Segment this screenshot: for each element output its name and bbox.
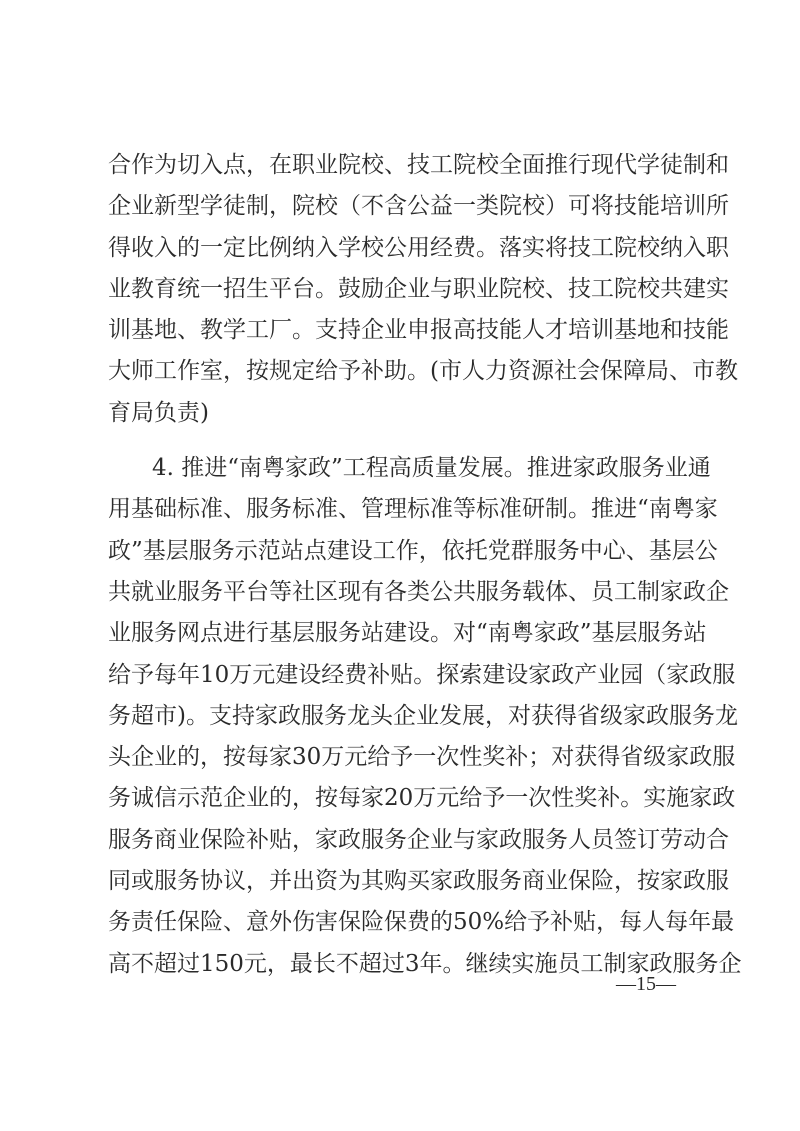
text-line: 政”基层服务示范站点建设工作，依托党群服务中心、基层公 [108, 537, 718, 564]
text-line: 同或服务协议，并出资为其购买家政服务商业保险，按家政服 [108, 868, 729, 895]
text-line: 服务商业保险补贴，家政服务企业与家政服务人员签订劳动合 [108, 826, 729, 853]
body-text [108, 145, 742, 985]
paragraph-1 [108, 145, 738, 434]
text-line: 合作为切入点，在职业院校、技工院校全面推行现代学徒制和 [108, 152, 729, 178]
text-line: 企业新型学徒制，院校（不含公益一类院校）可将技能培训所 [108, 193, 729, 220]
text-line: 务超市)。支持家政服务龙头企业发展，对获得省级家政服务龙 [108, 702, 738, 729]
paragraph-2 [108, 448, 742, 985]
text-line: 务诚信示范企业的，按每家20万元给予一次性奖补。实施家政 [108, 785, 736, 812]
text-line: 给予每年10万元建设经费补贴。探索建设家政产业园（家政服 [108, 661, 736, 688]
text-line: 务责任保险、意外伤害保险保费的50%给予补贴，每人每年最 [108, 909, 735, 936]
text-line: 高不超过150元，最长不超过3年。继续实施员工制家政服务企 [108, 950, 742, 977]
text-line: 业服务网点进行基层服务站建设。对“南粤家政”基层服务站 [108, 620, 707, 647]
text-line: 用基础标准、服务标准、管理标准等标准研制。推进“南粤家 [108, 496, 718, 523]
paragraph-gap [108, 434, 696, 448]
text-line: 育局负责) [108, 399, 209, 426]
text-line: 业教育统一招生平台。鼓励企业与职业院校、技工院校共建实 [108, 275, 729, 302]
text-line: 头企业的，按每家30万元给予一次性奖补；对获得省级家政服 [108, 744, 736, 771]
text-line-heading: 4. 推进“南粤家政”工程高质量发展。推进家政服务业通 [152, 455, 711, 482]
text-line: 共就业服务平台等社区现有各类公共服务载体、员工制家政企 [108, 578, 729, 605]
page-number: —15— [616, 973, 676, 995]
text-line: 大师工作室，按规定给予补助。(市人力资源社会保障局、市教 [108, 358, 738, 385]
text-line: 训基地、教学工厂。支持企业申报高技能人才培训基地和技能 [108, 317, 729, 344]
text-line: 得收入的一定比例纳入学校公用经费。落实将技工院校纳入职 [108, 234, 729, 261]
